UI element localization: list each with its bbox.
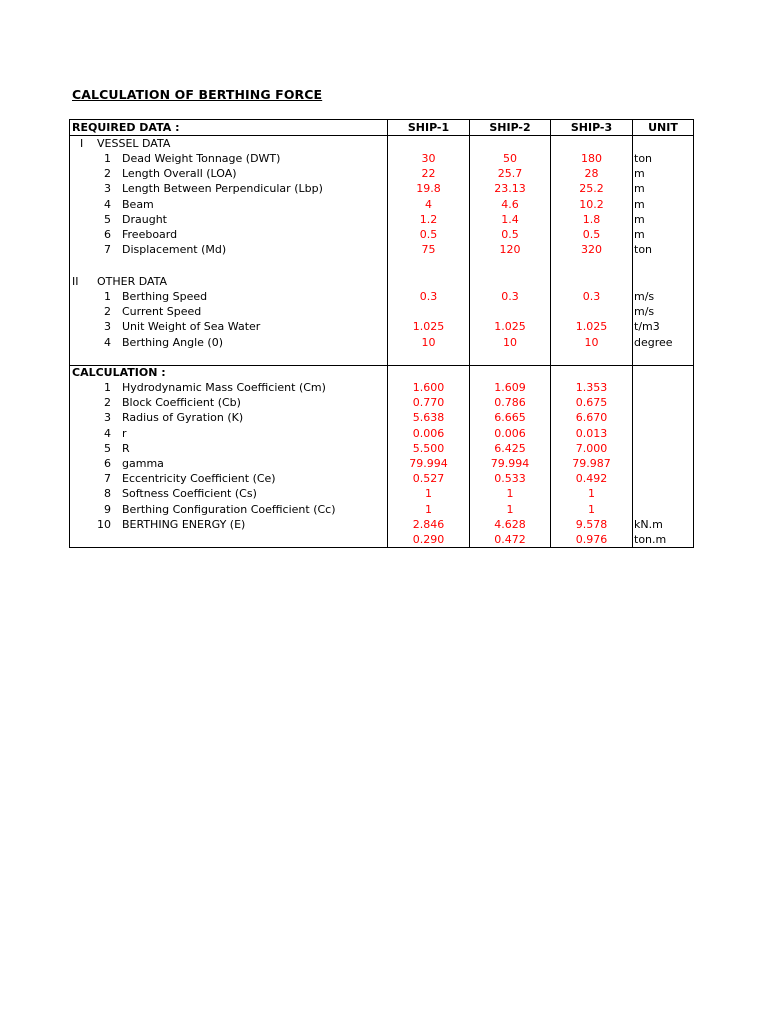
section-roman-ii: II [72, 275, 79, 288]
ship-3-value: 9.578 [575, 518, 608, 531]
row-number: 1 [104, 381, 111, 394]
ship-3-value: 1 [588, 487, 595, 500]
header-ship-3: SHIP-3 [570, 121, 613, 134]
page-title: CALCULATION OF BERTHING FORCE [72, 87, 323, 102]
ship-1-value: 2.846 [412, 518, 445, 531]
row-number: 2 [104, 305, 111, 318]
ship-2-value: 0.3 [501, 290, 519, 303]
ship-2-value: 10 [503, 336, 517, 349]
unit-value: ton [634, 243, 653, 256]
row-number: 3 [104, 320, 111, 333]
row-label: Block Coefficient (Cb) [122, 396, 241, 409]
row-label: R [122, 442, 130, 455]
ship-1-value: 4 [425, 198, 432, 211]
ship-3-value: 1.8 [582, 213, 601, 226]
ship-2-value: 50 [503, 152, 517, 165]
ship-1-value: 79.994 [409, 457, 448, 470]
row-number: 2 [104, 396, 111, 409]
ship-1-value: 5.500 [412, 442, 445, 455]
row-label: BERTHING ENERGY (E) [122, 518, 246, 531]
unit-value: m [634, 213, 645, 226]
ship-3-value: 25.2 [579, 182, 604, 195]
row-label: Current Speed [122, 305, 202, 318]
row-label: Dead Weight Tonnage (DWT) [122, 152, 281, 165]
row-label: gamma [122, 457, 164, 470]
row-label: Berthing Speed [122, 290, 208, 303]
row-number: 4 [104, 198, 111, 211]
row-number: 4 [104, 427, 111, 440]
ship-1-value: 0.006 [412, 427, 445, 440]
ship-3-value: 6.670 [575, 411, 608, 424]
ship-3-value: 0.976 [575, 533, 608, 546]
ship-2-value: 1 [506, 487, 514, 500]
row-number: 1 [104, 290, 111, 303]
column-divider-unit [632, 120, 633, 547]
ship-1-value: 1.600 [412, 381, 445, 394]
unit-value: m/s [634, 305, 655, 318]
ship-1-value: 1.025 [412, 320, 445, 333]
row-label: Softness Coefficient (Cs) [122, 487, 257, 500]
row-number: 5 [104, 213, 111, 226]
ship-2-value: 4.628 [494, 518, 526, 531]
ship-1-value: 0.290 [412, 533, 445, 546]
ship-3-value: 28 [584, 167, 599, 180]
header-ship-1: SHIP-1 [407, 121, 450, 134]
ship-3-value: 1.353 [575, 381, 608, 394]
ship-2-value: 1.4 [501, 213, 519, 226]
header-unit: UNIT [648, 121, 678, 134]
ship-1-value: 75 [421, 243, 436, 256]
row-number: 7 [104, 472, 111, 485]
row-label: Draught [122, 213, 167, 226]
ship-3-value: 7.000 [575, 442, 608, 455]
row-label: Length Between Perpendicular (Lbp) [122, 182, 323, 195]
ship-3-value: 1.025 [575, 320, 608, 333]
ship-3-value: 320 [581, 243, 602, 256]
section-vessel-data: VESSEL DATA [97, 137, 171, 150]
row-number: 9 [104, 503, 111, 516]
unit-value: m [634, 182, 645, 195]
row-number: 5 [104, 442, 111, 455]
unit-value: kN.m [634, 518, 663, 531]
row-label: Length Overall (LOA) [122, 167, 237, 180]
ship-3-value: 10.2 [579, 198, 604, 211]
unit-value: m [634, 198, 645, 211]
unit-value: t/m3 [634, 320, 660, 333]
unit-value: m [634, 228, 645, 241]
unit-value: ton.m [634, 533, 667, 546]
section-calculation: CALCULATION : [72, 366, 166, 379]
row-label: r [122, 427, 127, 440]
row-label: Freeboard [122, 228, 178, 241]
ship-2-value: 0.006 [494, 427, 526, 440]
row-number: 7 [104, 243, 111, 256]
row-number: 6 [104, 457, 111, 470]
ship-3-value: 180 [581, 152, 602, 165]
ship-2-value: 0.472 [494, 533, 526, 546]
ship-1-value: 0.3 [419, 290, 438, 303]
header-divider [70, 135, 693, 136]
ship-2-value: 6.665 [494, 411, 526, 424]
ship-2-value: 1 [506, 503, 514, 516]
ship-3-value: 0.5 [582, 228, 601, 241]
ship-1-value: 0.527 [412, 472, 445, 485]
ship-2-value: 0.533 [494, 472, 526, 485]
ship-2-value: 23.13 [494, 182, 526, 195]
ship-2-value: 1.609 [494, 381, 526, 394]
row-number: 6 [104, 228, 111, 241]
row-label: Eccentricity Coefficient (Ce) [122, 472, 276, 485]
unit-value: degree [634, 336, 673, 349]
row-label: Berthing Configuration Coefficient (Cc) [122, 503, 336, 516]
section-roman-i: I [80, 137, 84, 150]
ship-3-value: 0.492 [575, 472, 608, 485]
ship-1-value: 1 [425, 503, 432, 516]
row-number: 10 [97, 518, 111, 531]
ship-2-value: 6.425 [494, 442, 526, 455]
row-label: Beam [122, 198, 154, 211]
ship-2-value: 120 [499, 243, 521, 256]
ship-1-value: 19.8 [416, 182, 441, 195]
ship-1-value: 10 [421, 336, 436, 349]
row-label: Displacement (Md) [122, 243, 227, 256]
ship-3-value: 0.675 [575, 396, 608, 409]
ship-2-value: 25.7 [497, 167, 523, 180]
ship-1-value: 0.5 [419, 228, 438, 241]
ship-1-value: 30 [421, 152, 436, 165]
row-label: Radius of Gyration (K) [122, 411, 244, 424]
row-number: 4 [104, 336, 111, 349]
row-label: Unit Weight of Sea Water [122, 320, 261, 333]
ship-1-value: 0.770 [412, 396, 445, 409]
unit-value: m [634, 167, 645, 180]
ship-2-value: 0.786 [494, 396, 526, 409]
row-number: 3 [104, 411, 111, 424]
ship-3-value: 0.3 [582, 290, 601, 303]
row-label: Berthing Angle (0) [122, 336, 224, 349]
unit-value: ton [634, 152, 653, 165]
calculation-table [69, 119, 694, 548]
ship-1-value: 22 [421, 167, 436, 180]
header-ship-2: SHIP-2 [489, 121, 531, 134]
ship-1-value: 1 [425, 487, 432, 500]
header-required-data: REQUIRED DATA : [72, 121, 180, 134]
ship-2-value: 0.5 [501, 228, 519, 241]
ship-3-value: 10 [584, 336, 599, 349]
unit-value: m/s [634, 290, 655, 303]
ship-2-value: 4.6 [501, 198, 519, 211]
ship-3-value: 0.013 [575, 427, 608, 440]
ship-3-value: 1 [588, 503, 595, 516]
row-number: 3 [104, 182, 111, 195]
ship-1-value: 1.2 [419, 213, 438, 226]
row-number: 8 [104, 487, 111, 500]
row-number: 2 [104, 167, 111, 180]
row-number: 1 [104, 152, 111, 165]
section-other-data: OTHER DATA [97, 275, 168, 288]
ship-1-value: 5.638 [412, 411, 445, 424]
ship-3-value: 79.987 [572, 457, 611, 470]
row-label: Hydrodynamic Mass Coefficient (Cm) [122, 381, 326, 394]
ship-2-value: 79.994 [490, 457, 530, 470]
ship-2-value: 1.025 [494, 320, 526, 333]
